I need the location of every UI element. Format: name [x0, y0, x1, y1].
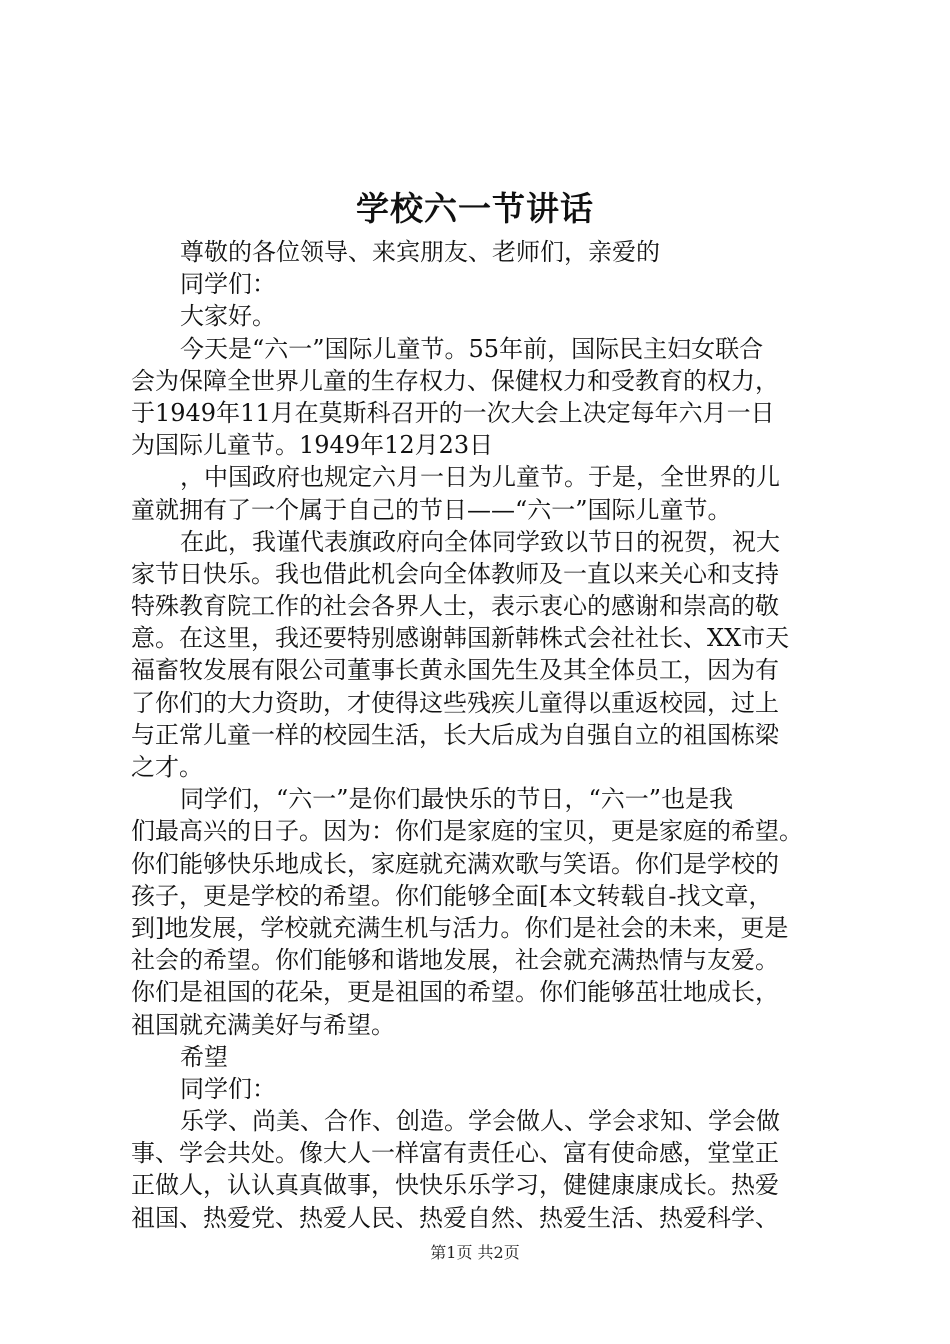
body-line: 社会的希望。你们能够和谐地发展，社会就充满热情与友爱。: [131, 946, 779, 975]
body-line: 希望: [180, 1042, 228, 1071]
body-line: 你们能够快乐地成长，家庭就充满欢歌与笑语。你们是学校的: [131, 849, 779, 878]
body-line: 到]地发展，学校就充满生机与活力。你们是社会的未来，更是: [131, 913, 789, 942]
document-body: [131, 236, 831, 1234]
body-line: 正做人，认认真真做事，快快乐乐学习，健健康康成长。热爱: [131, 1171, 779, 1200]
body-line: 在此，我谨代表旗政府向全体同学致以节日的祝贺，祝大: [180, 527, 780, 556]
document-title: 学校六一节讲话: [356, 189, 594, 228]
body-line: 你们是祖国的花朵，更是祖国的希望。你们能够茁壮地成长，: [131, 978, 779, 1007]
body-line: ，中国政府也规定六月一日为儿童节。于是，全世界的儿: [180, 463, 780, 492]
body-line: 家节日快乐。我也借此机会向全体教师及一直以来关心和支持: [131, 559, 779, 588]
body-line: 于1949年11月在莫斯科召开的一次大会上决定每年六月一日: [131, 398, 775, 427]
body-line: 与正常儿童一样的校园生活，长大后成为自强自立的祖国栋梁: [131, 720, 779, 749]
body-line: 祖国就充满美好与希望。: [131, 1010, 395, 1039]
body-line: 乐学、尚美、合作、创造。学会做人、学会求知、学会做: [180, 1107, 780, 1136]
body-line: 孩子，更是学校的希望。你们能够全面[本文转载自-找文章，: [131, 881, 773, 910]
body-line: 特殊教育院工作的社会各界人士，表示衷心的感谢和崇高的敬: [131, 592, 779, 621]
body-line: 同学们：: [180, 270, 276, 299]
body-line: 们最高兴的日子。因为：你们是家庭的宝贝，更是家庭的希望。: [131, 817, 803, 846]
body-line: 为国际儿童节。1949年12月23日: [131, 431, 494, 460]
body-line: 之才。: [131, 753, 203, 781]
body-line: 同学们：: [180, 1074, 276, 1103]
body-line: 祖国、热爱党、热爱人民、热爱自然、热爱生活、热爱科学、: [131, 1203, 779, 1232]
page-footer: 第1页 共2页: [430, 1243, 520, 1262]
body-line: 大家好。: [180, 302, 276, 331]
body-line: 同学们，“六一”是你们最快乐的节日，“六一”也是我: [180, 785, 734, 814]
body-line: 事、学会共处。像大人一样富有责任心、富有使命感，堂堂正: [131, 1139, 779, 1168]
body-line: 尊敬的各位领导、来宾朋友、老师们，亲爱的: [180, 238, 660, 266]
body-line: 意。在这里，我还要特别感谢韩国新韩株式会社社长、XX市天: [131, 624, 790, 653]
body-line: 今天是“六一”国际儿童节。55年前，国际民主妇女联合: [180, 334, 764, 363]
body-line: 童就拥有了一个属于自己的节日——“六一”国际儿童节。: [131, 495, 732, 524]
body-line: 福畜牧发展有限公司董事长黄永国先生及其全体员工，因为有: [131, 656, 779, 685]
body-line: 了你们的大力资助，才使得这些残疾儿童得以重返校园，过上: [131, 688, 779, 717]
body-line: 会为保障全世界儿童的生存权力、保健权力和受教育的权力，: [131, 366, 779, 395]
